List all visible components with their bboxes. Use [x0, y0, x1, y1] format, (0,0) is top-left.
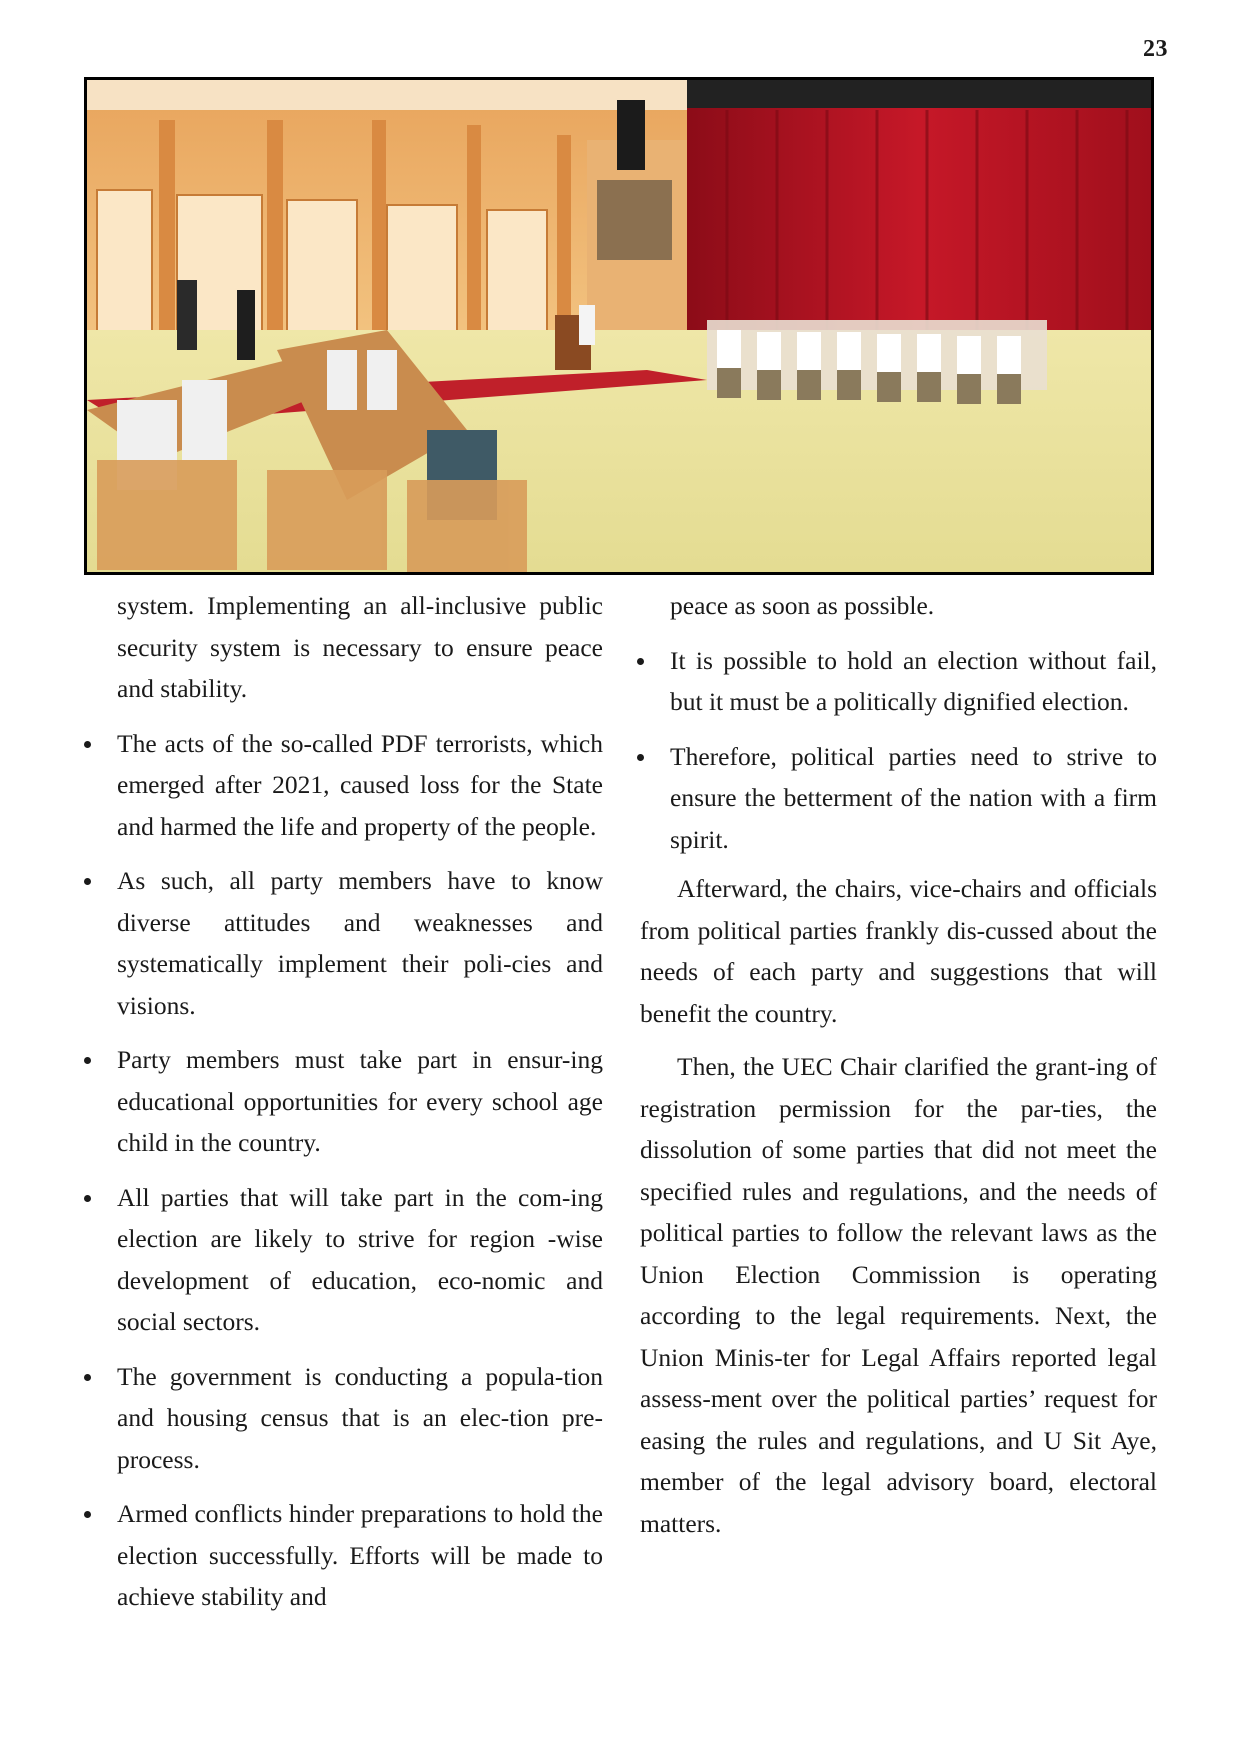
continued-paragraph: peace as soon as possible.	[670, 591, 935, 620]
bullet-list	[640, 640, 1157, 861]
continued-paragraph: system. Implementing an all-inclusive public security system is necessary to ensure peace and stability.	[117, 591, 603, 703]
list-item: Party members must take part in ensur-ing educational opportunities for every school age child in the country.	[87, 1039, 603, 1164]
body-paragraph: Then, the UEC Chair clarified the grant-ing of registration permission for the par-ties, the dissolution of some parties that did not meet the specified rules and regulations, and the needs of political parties to follow the relevant laws as the Union Election Commission is operating according to the legal requirements. Next, the Union Minis-ter for Legal Affairs reported legal assess-ment over the political parties’ request for easing the rules and regulations, and U Sit Aye, member of the legal advisory board, electoral matters.	[640, 1052, 1157, 1538]
meeting-hall-photo-icon	[87, 80, 1151, 572]
page-number: 23	[1143, 36, 1168, 62]
list-item: It is possible to hold an election without fail, but it must be a politically dignified election.	[640, 640, 1157, 723]
meeting-hall-photo	[84, 77, 1154, 575]
right-column	[640, 585, 1157, 1544]
list-item: Therefore, political parties need to strive to ensure the betterment of the nation with a firm spirit.	[640, 736, 1157, 861]
list-item: All parties that will take part in the com-ing election are likely to strive for region -wise development of education, eco-nomic and social sectors.	[87, 1177, 603, 1343]
list-item: Armed conflicts hinder preparations to hold the election successfully. Efforts will be made to achieve stability and	[87, 1493, 603, 1618]
left-column	[87, 585, 603, 1618]
list-item: The government is conducting a popula-tion and housing census that is an elec-tion pre-process.	[87, 1356, 603, 1481]
list-item: The acts of the so-called PDF terrorists, which emerged after 2021, caused loss for the State and harmed the life and property of the people.	[87, 723, 603, 848]
bullet-list	[87, 723, 603, 1618]
list-item: As such, all party members have to know diverse attitudes and weaknesses and systematically implement their poli-cies and visions.	[87, 860, 603, 1026]
body-paragraph: Afterward, the chairs, vice-chairs and officials from political parties frankly dis-cussed about the needs of each party and suggestions that will benefit the country.	[640, 874, 1157, 1028]
